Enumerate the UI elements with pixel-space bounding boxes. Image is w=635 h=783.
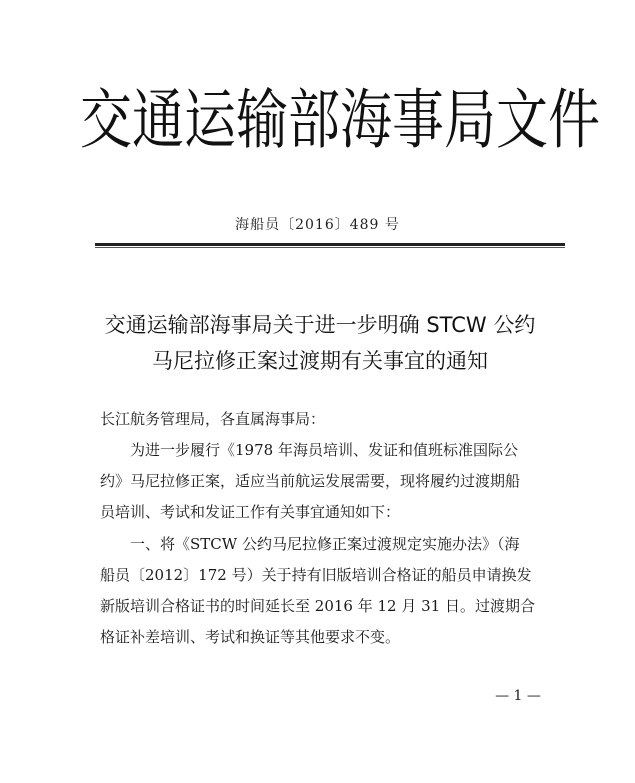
paragraph-1-line-3: 员培训、考试和发证工作有关事宜通知如下：: [100, 503, 401, 521]
notice-title-line-1: 交通运输部海事局关于进一步明确 STCW 公约: [104, 313, 536, 337]
paragraph-1-line-1: 为进一步履行《1978 年海员培训、发证和值班标准国际公: [130, 441, 518, 459]
agency-header-title: 交通运输部海事局文件: [80, 83, 601, 158]
paragraph-2-line-4: 格证补差培训、考试和换证等其他要求不变。: [100, 628, 401, 646]
document-number: 海船员〔2016〕489 号: [235, 217, 400, 233]
paragraph-2-line-1: 一、将《STCW 公约马尼拉修正案过渡规定实施办法》（海: [130, 535, 520, 553]
notice-title-line-2: 马尼拉修正案过渡期有关事宜的通知: [152, 349, 488, 373]
page-number: — 1 —: [495, 688, 541, 704]
paragraph-1-line-2: 约》马尼拉修正案，适应当前航运发展需要，现将履约过渡期船: [100, 472, 521, 490]
addressee-line: 长江航务管理局，各直属海事局：: [100, 410, 326, 428]
paragraph-2-line-2: 船员〔2012〕172 号）关于持有旧版培训合格证的船员申请换发: [100, 566, 532, 584]
paragraph-2-line-3: 新版培训合格证书的时间延长至 2016 年 12 月 31 日。过渡期合: [100, 597, 535, 615]
header-divider-thin: [95, 247, 565, 248]
header-divider: [95, 243, 565, 246]
